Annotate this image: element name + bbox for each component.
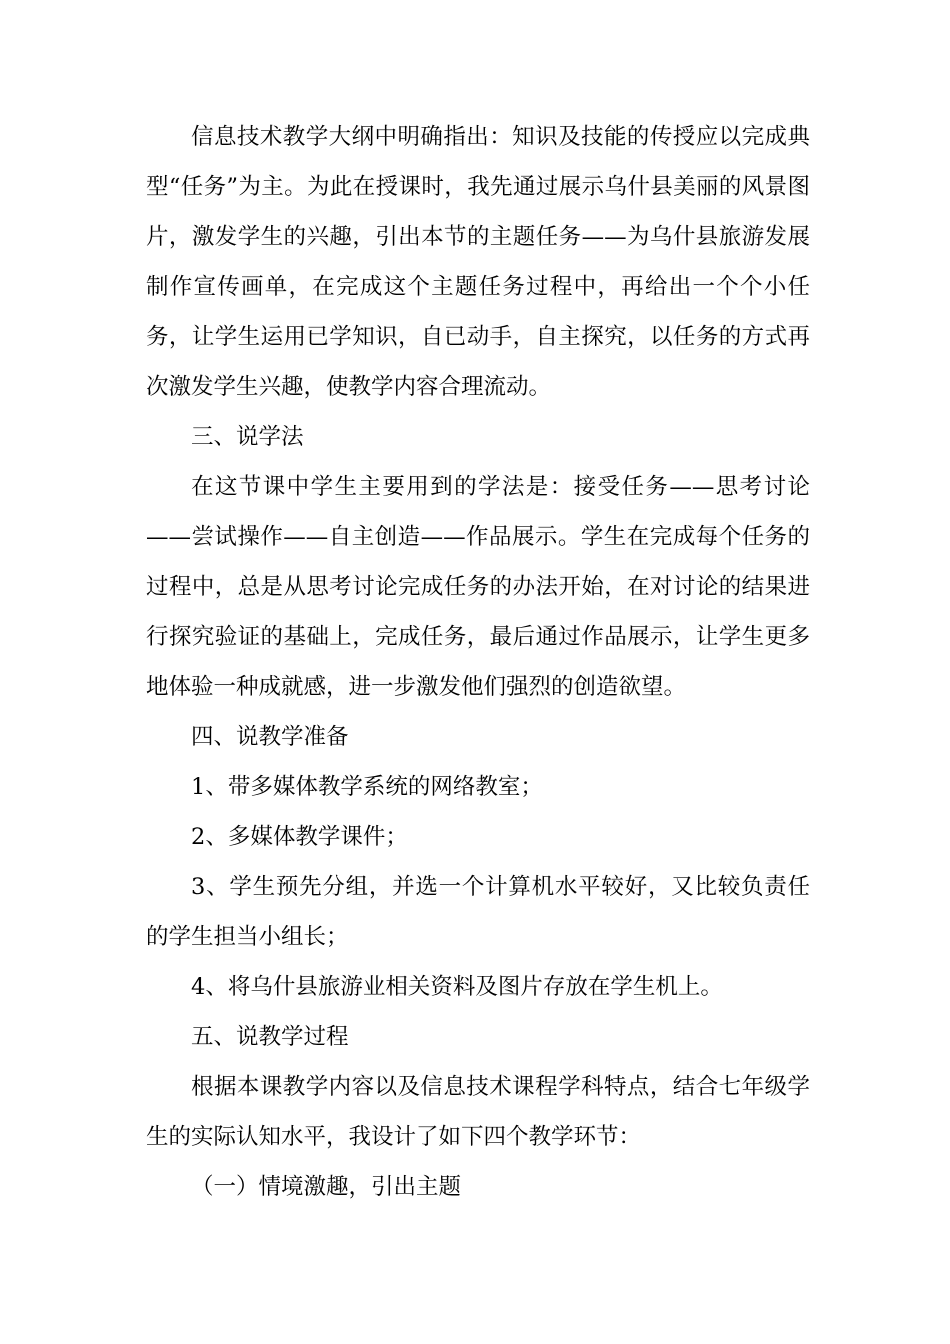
heading-learning-methods: 三、说学法 — [191, 424, 304, 450]
list-item-preparation-2: 2、多媒体教学课件； — [191, 824, 408, 850]
heading-teaching-preparation: 四、说教学准备 — [191, 724, 349, 750]
paragraph-teaching-process: 根据本课教学内容以及信息技术课程学科特点，结合七年级学生的实际认知水平，我设计了如下四个教学环节： — [146, 1074, 810, 1150]
heading-teaching-process: 五、说教学过程 — [191, 1024, 349, 1050]
list-item-preparation-3: 3、学生预先分组，并选一个计算机水平较好，又比较负责任的学生担当小组长； — [146, 874, 810, 950]
paragraph-learning-methods: 在这节课中学生主要用到的学法是：接受任务——思考讨论——尝试操作——自主创造——作品展示。学生在完成每个任务的过程中，总是从思考讨论完成任务的办法开始，在对讨论的结果进行探究验证的基础上，完成任务，最后通过作品展示，让学生更多地体验一种成就感，进一步激发他们强烈的创造欲望。 — [146, 474, 810, 700]
list-item-preparation-4: 4、将乌什县旅游业相关资料及图片存放在学生机上。 — [191, 974, 723, 1000]
document-body — [146, 112, 810, 1212]
paragraph-task-driven: 信息技术教学大纲中明确指出：知识及技能的传授应以完成典型“任务”为主。为此在授课时，我先通过展示乌什县美丽的风景图片，激发学生的兴趣，引出本节的主题任务——为乌什县旅游发展制作宣传画单，在完成这个主题任务过程中，再给出一个个小任务，让学生运用已学知识，自已动手，自主探究，以任务的方式再次激发学生兴趣，使教学内容合理流动。 — [146, 124, 810, 400]
list-item-preparation-1: 1、带多媒体教学系统的网络教室； — [191, 774, 543, 800]
subheading-situation-intro: （一）情境激趣，引出主题 — [191, 1174, 462, 1200]
